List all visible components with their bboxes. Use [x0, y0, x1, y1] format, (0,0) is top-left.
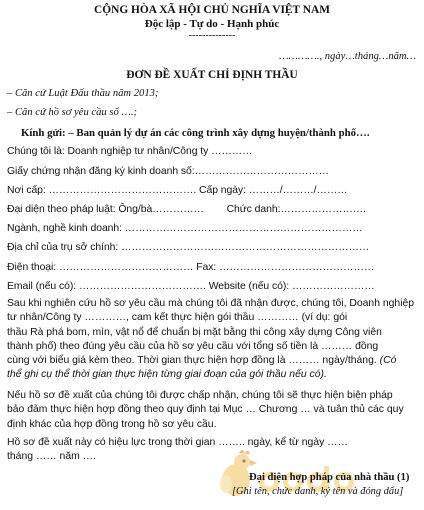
paragraph-line: tháng …… năm …. [7, 451, 96, 463]
paragraph-line: Sau khi nghiên cứu hồ sơ yêu cầu mà chúng tôi đã nhận được, chúng tôi, Doanh nghiệp [7, 298, 415, 309]
paragraph-line: thầu Rà phá bom, mìn, vật nổ để chuẩn bị mặt bằng thi công xây dựng Công viên [7, 326, 382, 338]
phone-fax-field: Điện thoại: ………………………………… Fax: ……………………………………… [7, 262, 375, 273]
company-field: Chúng tôi là: Doanh nghiệp tư nhân/Công ty ………… [7, 146, 253, 157]
country-heading: CỘNG HÒA XÃ HỘI CHỦ NGHĨA VIỆT NAM [94, 4, 330, 16]
paragraph-line: bảo đảm thực hiện hợp đồng theo quy định tại Mục … Chương … và tuân thủ các quy [7, 404, 404, 416]
date-line: …………., ngày…tháng…năm… [279, 51, 416, 62]
legal-basis-2: – Căn cứ hồ sơ yêu cầu số ….; [7, 107, 138, 118]
paragraph-note: (Có [376, 355, 397, 367]
paragraph-line: thành phố) theo đúng yêu cầu của hồ sơ yêu cầu với tổng số tiền là ……… đồng [7, 340, 379, 352]
paragraph-line: Nếu hồ sơ đề xuất của chúng tôi được chấp nhận, chúng tôi sẽ thực hiện biện pháp [7, 390, 393, 401]
paragraph-note-end: thể ghi cụ thể thời gian thực hiện từng giai đoạn của gói thầu nếu có). [7, 369, 327, 381]
motto: Độc lập - Tự do - Hạnh phúc [144, 18, 280, 30]
guarantee-paragraph [7, 389, 416, 432]
paragraph-line: Hồ sơ đề xuất này có hiệu lực trong thời gian …….. ngày, kể từ ngày …… [7, 437, 348, 448]
paragraph-line [7, 354, 416, 368]
address-field: Địa chỉ của trụ sở chính: ……………………………………………………………… [7, 242, 370, 253]
commitment-paragraph [7, 297, 416, 383]
header-separator: -------------- [188, 30, 236, 41]
paragraph-line: định khác của hợp đồng trong hồ sơ yêu cầu. [7, 418, 217, 430]
signature-note: [Ghi tên, chức danh, ký tên và đóng dấu] [232, 486, 404, 497]
license-field: Giấy chứng nhận đăng ký kinh doanh số:………………………………… [7, 166, 330, 177]
paragraph-text: cùng với biểu giá kèm theo. Thời gian thực hiện hợp đồng là ……… ngày/tháng. [7, 355, 377, 367]
business-line-field: Ngành, nghề kinh doanh: …………………………………………………………… [7, 223, 363, 234]
legal-basis-1: – Căn cứ Luật Đấu thầu năm 2013; [7, 88, 159, 99]
document-title: ĐƠN ĐỀ XUẤT CHỈ ĐỊNH THẦU [126, 69, 298, 81]
email-website-field: Email (nếu có): ………………………………. Website (nếu có): …………………… [7, 281, 375, 292]
representative-field: Đại diện theo pháp luật: Ông/bà…………… Chức danh:……………………. [7, 204, 366, 215]
signature-title: Đại diện hợp pháp của nhà thầu (1) [249, 472, 410, 483]
recipient: Kính gửi: – Ban quản lý dự án các công trình xây dựng huyện/thành phố…. [21, 127, 370, 139]
issued-place-field: Nơi cấp: ……………………………………. Cấp ngày: ………/………/……… [7, 185, 348, 196]
paragraph-line: tư nhân/Công ty …………, cam kết thực hiện gói thầu ………… (ví dụ: gói [7, 312, 348, 324]
